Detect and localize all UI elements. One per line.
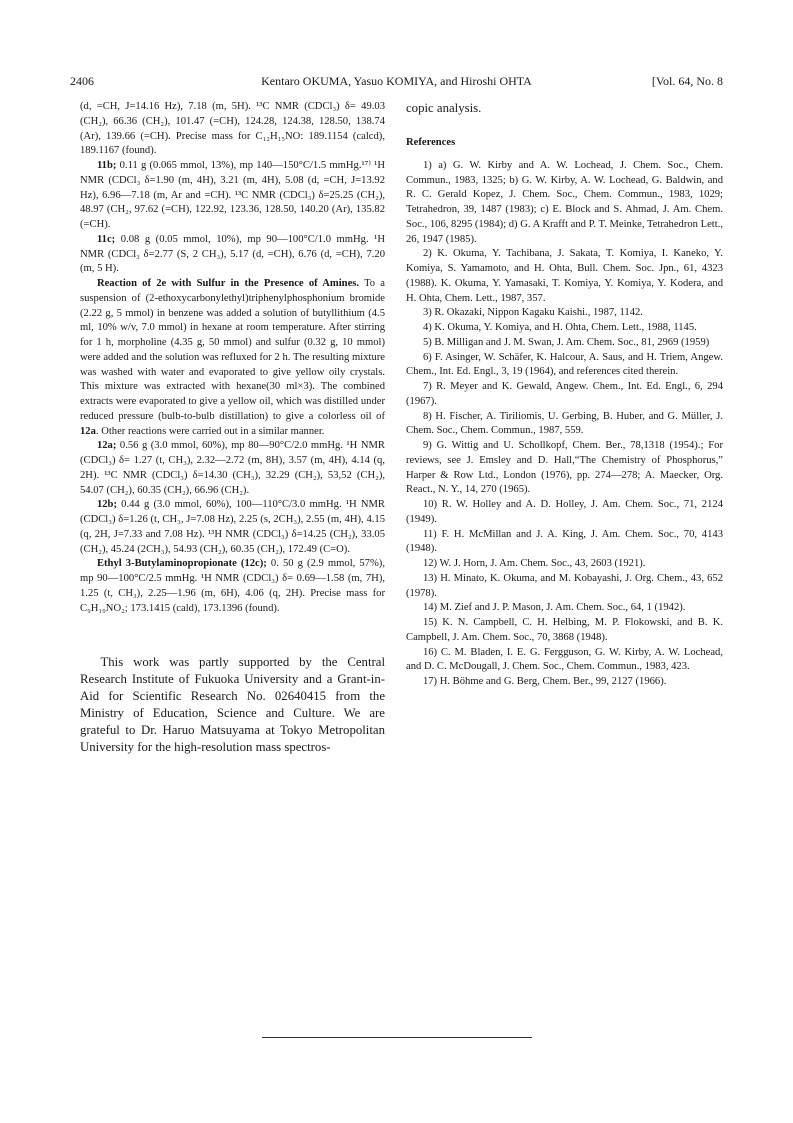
reference-item: 3) R. Okazaki, Nippon Kagaku Kaishi., 1987, 1142. (422, 307, 643, 319)
section-heading: Ethyl 3-Butylaminopropionate (12c); (96, 558, 267, 570)
paragraph-text: . Other reactions were carried out in a similar manner. (95, 425, 325, 437)
right-column (406, 100, 723, 690)
paragraph-12b (80, 498, 385, 557)
reference-item: 6) F. Asinger, W. Schäfer, K. Halcour, A. Saus, and H. Triem, Angew. Chem., Int. Ed. Engl., 3, 19 (1964), and references cited therein. (406, 351, 723, 378)
running-header (70, 73, 723, 89)
reference-item: 9) G. Wittig and U. Schollkopf, Chem. Ber., 78,1318 (1954).; For reviews, see J. Emsley and D. Hall,“The Chemistry of Phosphorus,” Harper & Row Ltd., London (1976), pp. 274—278; A. Maecker, Org. React., N. Y., 14, 270 (1965). (406, 440, 723, 496)
paragraph-12a (80, 439, 385, 498)
compound-label: 11b; (96, 160, 117, 171)
page-number: 2406 (70, 74, 94, 88)
paragraph-11c (80, 233, 385, 277)
reference-item: 5) B. Milligan and J. M. Swan, J. Am. Chem. Soc., 81, 2969 (1959) (422, 336, 710, 348)
compound-label: 12b; (96, 499, 117, 511)
reference-item: 2) K. Okuma, Y. Tachibana, J. Sakata, T. Komiya, I. Kaneko, Y. Komiya, S. Yamamoto, and H. Ohta, Bull. Chem. Soc. Jpn., 61, 4323 (1988). K. Okuma, Y. Yamasaki, T. Komiya, Y. Komiya, Y. Kodera, and H. Ohta, Chem. Lett., 1987, 357. (406, 248, 723, 304)
reference-item: 17) H. Böhme and G. Berg, Chem. Ber., 99, 2127 (1966). (422, 676, 667, 687)
paragraph-12c (80, 557, 385, 616)
paragraph-text: 0.56 g (3.0 mmol, 60%), mp 80—90°C/2.0 mmHg. ¹H NMR (CDCl₃) δ= 1.27 (t, CH₃), 2.32—2.72 (m, 8H), 3.57 (m, 4H), 4.14 (q, 2H). ¹³C NMR (CDCl₃) δ=14.30 (CH₃), 32.29 (CH₂), 53,52 (CH₂), 54.07 (CH₂), 60.35 (CH₂), 66.96 (CH₂). (80, 440, 385, 496)
reference-item: 10) R. W. Holley and A. D. Holley, J. Am. Chem. Soc., 71, 2124 (1949). (406, 499, 723, 525)
reference-item: 4) K. Okuma, Y. Komiya, and H. Ohta, Chem. Lett., 1988, 1145. (422, 322, 697, 333)
reference-item: 8) H. Fischer, A. Tiriliomis, U. Gerbing, B. Huber, and G. Müller, J. Chem. Soc., Chem. Commun., 1987, 559. (406, 410, 723, 437)
reference-item: 14) M. Zief and J. P. Mason, J. Am. Chem. Soc., 64, 1 (1942). (422, 602, 686, 614)
left-column (80, 100, 385, 756)
paragraph-11b (80, 159, 385, 233)
header-volume: [Vol. 64, No. 8 (651, 74, 723, 88)
paragraph-text: 0.08 g (0.05 mmol, 10%), mp 90—100°C/1.0 mmHg. ¹H NMR (CDCl₃ δ=2.77 (S, 2 CH₃), 5.17 (d, =CH), 6.76 (d, =CH), 7.20 (m, 5 H). (80, 233, 385, 275)
reference-item: 13) H. Minato, K. Okuma, and M. Kobayashi, J. Org. Chem., 43, 652 (1978). (406, 572, 723, 599)
reference-item: 7) R. Meyer and K. Gewald, Angew. Chem., Int. Ed. Engl., 6, 294 (1967). (406, 381, 723, 407)
references-list (406, 159, 723, 690)
compound-label: 11c; (96, 233, 116, 245)
reference-item: 11) F. H. McMillan and J. A. King, J. Am. Chem. Soc., 70, 4143 (1948). (406, 528, 723, 555)
paragraph-text: 0.44 g (3.0 mmol, 60%), 100—110°C/3.0 mmHg. ¹H NMR (CDCl₃) δ=1.26 (t, CH₃, J=7.08 Hz), 2.25 (s, 2CH₃), 2.55 (m, 4H), 4.15 (q, 2H, J=7.33 and 7.08 Hz). ¹³H NMR (CDCl₃) δ=14.25 (CH₂), 33.05 (CH₂), 45.24 (2CH₃), 54.93 (CH₂), 60.35 (CH₂), 172.49 (C=O). (80, 499, 385, 555)
paragraph-text: 0.11 g (0.065 mmol, 13%), mp 140—150°C/1.5 mmHg.¹⁷⁾ ¹H NMR (CDCl₃ δ=1.90 (m, 4H), 3.21 (m, 4H), 5.08 (d, =CH, J=13.92 Hz), 6.96—7.18 (m, Ar and =CH). ¹³C NMR (CDCl₃) δ=25.25 (CH₂), 48.97 (CH₂, 97.62 (=CH), 122.92, 123.36, 128.50, 140.20 (Ar), 135.82 (=CH). (80, 160, 385, 230)
references-heading: References (406, 137, 456, 148)
end-rule (262, 1037, 532, 1038)
paragraph-11a-data: (d, =CH, J=14.16 Hz), 7.18 (m, 5H). ¹³C NMR (CDCl₃) δ= 49.03 (CH₂), 66.36 (CH₂), 101.47 (=CH), 124.28, 124.38, 128.50, 138.74 (Ar), 139.66 (=CH). Precise mass for C₁₂H₁₅NO: 189.1154 (calcd), 189.1167 (found). (80, 101, 385, 157)
acknowledgment: This work was partly supported by the Central Research Institute of Fukuoka University and a Grant-in-Aid for Scientific Research No. 02640415 from the Ministry of Education, Science and Culture. We are grateful to Dr. Haruo Matsuyama at Tokyo Metropolitan University for the high-resolution mass spectros- (80, 655, 385, 755)
acknowledgment-continued: copic analysis. (406, 101, 482, 115)
paragraph-text: To a suspension of (2-ethoxycarbonylethyl)triphenylphosphonium bromide (2.22 g, 5 mmol) in benzene was added a solution of butyllithium (4.5 ml, 10% w/v, 7.0 mmol) in hexane at room temperature. After stirring for 1 h, morpholine (4.35 g, 50 mmol) and sulfur (0.32 g, 10 mmol) were added and the solution was refluxed for 2 h. The resulting mixture was washed with water and evaporated to give yellow oily crystals. This mixture was extracted with hexane(30 ml×3). The combined extracts were evaporated to give a yellow oil, which was distilled under reduced pressure (bulb-to-bulb distillation) to give a colorless oil of (80, 278, 386, 422)
compound-label: 12a (80, 425, 96, 437)
reference-item: 16) C. M. Bladen, I. E. G. Fergguson, G. W. Kirby, A. W. Lochead, and D. C. McDougall, J. Chem. Soc., Chem. Commun., 1983, 423. (406, 646, 723, 673)
reference-item: 1) a) G. W. Kirby and A. W. Lochead, J. Chem. Soc., Chem. Commun., 1983, 1325; b) G. W. Kirby, A. W. Lochead, G. Baldwin, and R. C. Gerald Kopez, J. Chem. Soc., Chem. Commun., 1983, 1029; Tetrahedron, 39, 1487 (1983); c) E. Block and S. Ahmad, J. Am. Chem. Soc., 106, 8295 (1984); d) G. A Krafft and P. T. Meinke, Tetrahedron Lett., 26, 1947 (1985). (406, 159, 723, 245)
header-authors: Kentaro OKUMA, Yasuo KOMIYA, and Hiroshi OHTA (261, 74, 532, 88)
compound-label: 12a; (96, 440, 117, 452)
section-heading: Reaction of 2e with Sulfur in the Presence of Amines. (96, 278, 360, 289)
paragraph-text: 0. 50 g (2.9 mmol, 57%), mp 90—100°C/2.5 mmHg. ¹H NMR (CDCl₃) δ= 0.69—1.58 (m, 7H), 1.25 (t, CH₃), 2.25—1.96 (m, 6H), 4.06 (q, 2H). Precise mass for C₉H₁₉NO₂; 173.1415 (cald), 173.1396 (found). (80, 558, 385, 614)
reference-item: 15) K. N. Campbell, C. H. Helbing, M. P. Flokowski, and B. K. Campbell, J. Am. Chem. Soc., 70, 3868 (1948). (406, 617, 723, 643)
reference-item: 12) W. J. Horn, J. Am. Chem. Soc., 43, 2603 (1921). (422, 558, 646, 569)
paragraph-reaction (80, 277, 385, 439)
